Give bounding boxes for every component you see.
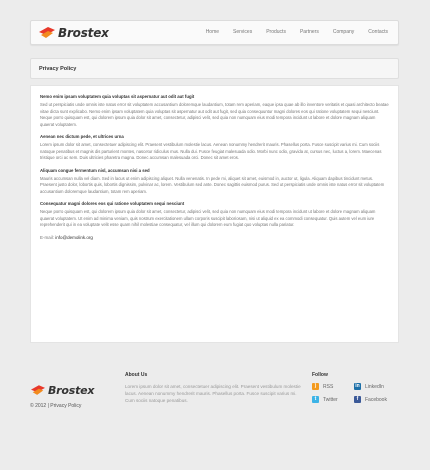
email-label: E-mail: [40, 234, 55, 240]
brostex-logo-icon [39, 27, 55, 39]
privacy-policy-link[interactable]: Privacy Policy [50, 403, 82, 409]
nav-partners[interactable]: Partners [299, 29, 319, 35]
twitter-icon: t [312, 396, 319, 403]
section-body: Sed ut perspiciatis unde omnis iste natus error sit voluptatem accusantium doloremque laudantium, totam rem aperiam, eaque ipsa quae ab illo inventore veritatis et quasi architecto beatae vitae dicta sunt explicabo. Nemo enim ipsam voluptatem quia voluptas sit aspernatur aut odit aut fugit, sed quia consequuntur magni dolores eos qui ratione voluptatem sequi nesciunt. Neque porro quisquam est, qui dolorem ipsum quia dolor sit amet, consectetur, adipisci velit, sed quia non numquam eius modi tempora incidunt ut labore et dolore magnam aliquam quaerat voluptatem. [40, 102, 389, 127]
section-heading: Aenean nec dictum pede, et ultrices urna [40, 134, 124, 139]
facebook-icon: f [354, 396, 361, 403]
site-logo[interactable] [39, 26, 109, 40]
social-label: RSS [323, 383, 334, 390]
rss-icon: ) [312, 383, 319, 390]
follow-heading: Follow [312, 372, 328, 378]
social-link-twitter[interactable] [312, 396, 354, 403]
nav-home[interactable]: Home [205, 29, 220, 35]
main-nav [192, 29, 388, 35]
section-heading: Nemo enim ipsam voluptatem quia voluptas sit aspernatur aut odit aut fugit [40, 94, 195, 99]
site-footer [30, 370, 399, 415]
copyright-text: © 2012 [30, 403, 47, 409]
email-link[interactable]: info@demolink.org [55, 234, 93, 240]
nav-contacts[interactable]: Contacts [368, 29, 388, 35]
policy-section [40, 168, 389, 196]
social-link-rss[interactable] [312, 383, 354, 390]
social-link-facebook[interactable] [354, 396, 396, 403]
page-title-bar [30, 58, 399, 79]
nav-company[interactable]: Company [332, 29, 355, 35]
policy-section [40, 94, 389, 128]
section-body: Lorem ipsum dolor sit amet, consectetuer adipiscing elit. Praesent vestibulum molestie lacus. Aenean nonummy hendrerit mauris. Phasellus porta. Fusce suscipit varius mi. Cum sociis natoque penatibus et magnis dis parturient montes, nascetur ridiculus mus. Nulla dui. Fusce feugiat malesuada odio. Morbi nunc odio, gravida at, cursus nec, luctus a, lorem. Maecenas tristique orci ac sem. Duis ultricies pharetra magna. Donec accumsan malesuada orci. Donec sit amet eros. [40, 142, 382, 160]
follow-block [312, 372, 402, 403]
footer-logo[interactable] [31, 384, 94, 397]
brostex-logo-icon [31, 385, 45, 396]
policy-section [40, 134, 389, 162]
logo-text: Brostex [58, 26, 109, 40]
copyright [30, 403, 81, 409]
nav-services[interactable]: Services [233, 29, 253, 35]
main-content [30, 85, 399, 343]
site-header [30, 20, 399, 45]
nav-products[interactable]: Products [266, 29, 286, 35]
footer-logo-text: Brostex [48, 384, 95, 397]
about-heading: About Us [125, 372, 148, 378]
copyright-separator: | [47, 403, 51, 409]
about-text: Lorem ipsum dolor sit amet, consectetuer adipiscing elit. Praesent vestibulum molestie lacus. Aenean nonummy hendrerit mauris. Phasellus porta. Fusce suscipit varius mi. Cum sociis natoque penatibus. [125, 384, 301, 403]
about-us-block [125, 372, 303, 404]
section-heading: Consequatur magni dolores eos qui ratione voluptatem sequi nesciunt [40, 201, 185, 206]
social-links [312, 383, 402, 403]
section-heading: Aliquam congue fermentum nisl, accumsan nisi a sed [40, 167, 150, 173]
policy-section [40, 201, 389, 229]
section-body: Mauris accumsan nulla vel diam. Sed in lacus ut enim adipiscing aliquet. Nulla venenatis. In pede mi, aliquet sit amet, euismod in, auctor ut, ligula. Aliquam dapibus tincidunt metus. Praesent justo dolor, lobortis quis, lobortis dignissim, pulvinar ac, lorem. Vestibulum sed ante. Donec sagittis euismod purus. Sed ut perspiciatis unde omnis iste natus error sit voluptatem accusantium doloremque laudantium, totam rem aperiam. [40, 175, 385, 194]
contact-email-line [40, 235, 389, 240]
social-label: Facebook [365, 396, 387, 403]
social-label: LinkedIn [365, 383, 384, 390]
section-body: Neque porro quisquam est, qui dolorem ipsum quia dolor sit amet, consectetur, adipisci velit, sed quia non numquam eius modi tempora incidunt ut labore et dolore magnam aliquam quaerat voluptatem. Ut enim ad minima veniam, quis nostrum exercitationem ullam corporis suscipit laboriosam, nisi ut aliquid ex ea commodi consequatur. Quis autem vel eum iure reprehenderit qui in ea voluptate velit esse quam nihil molestiae consequatur, vel illum qui dolorem eum fugiat quo voluptas nulla pariatur. [40, 209, 376, 227]
page-title: Privacy Policy [39, 66, 77, 72]
social-link-linkedin[interactable] [354, 383, 396, 390]
social-label: Twitter [323, 396, 338, 403]
linkedin-icon: in [355, 383, 360, 389]
